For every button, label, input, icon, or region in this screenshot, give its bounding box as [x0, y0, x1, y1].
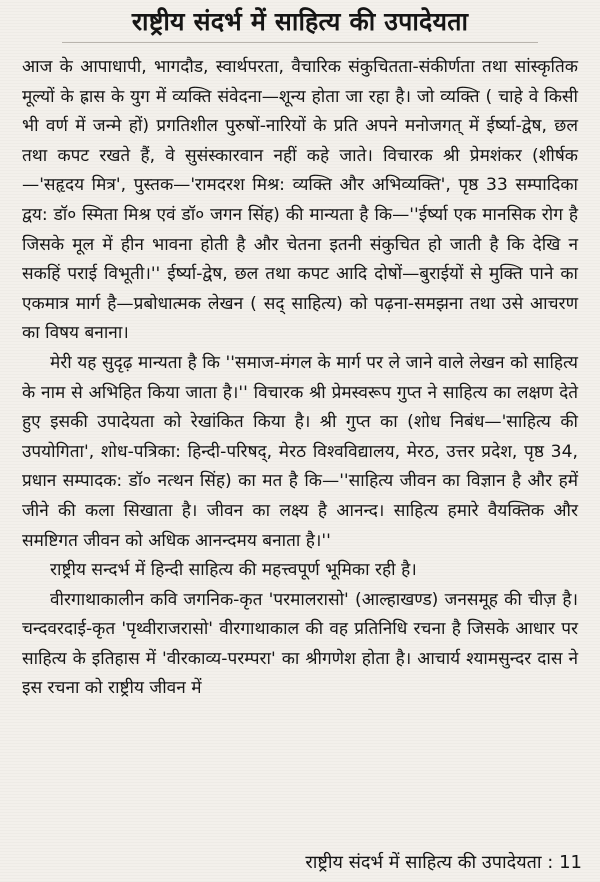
paragraph-1: आज के आपाधापी, भागदौड, स्वार्थपरता, वैचारिक संकुचितता-संकीर्णता तथा सांस्कृतिक मूल्यों के ह्रास के युग में व्यक्ति संवेदना—शून्य होता जा रहा है। जो व्यक्ति ( चाहे वे किसी भी वर्ण में जन्मे हों) प्रगतिशील पुरुषों-नारियों के प्रति अपने मनोजगत् में ईर्ष्या-द्वेष, छल तथा कपट रखते हैं, वे सुसंस्कारवान नहीं कहे जाते। विचारक श्री प्रेमशंकर (शीर्षक—'सहृदय मित्र', पुस्तक—'रामदरश मिश्र: व्यक्ति और अभिव्यक्ति', पृष्ठ 33 सम्पादिका द्वय: डॉ० स्मिता मिश्र एवं डॉ० जगन सिंह) की मान्यता है कि—''ईर्ष्या एक मानसिक रोग है जिसके मूल में हीन भावना होती है और चेतना इतनी संकुचित हो जाती है कि देखि न सकहिं पराई विभूती।'' ईर्ष्या-द्वेष, छल तथा कपट आदि दोषों—बुराईयों से मुक्ति पाने का एकमात्र मार्ग है—प्रबोधात्मक लेखन ( सद् साहित्य) को पढ़ना-समझना तथा उसे आचरण का विषय बनाना।: [22, 57, 578, 344]
paragraph-2: मेरी यह सुदृढ़ मान्यता है कि ''समाज-मंगल के मार्ग पर ले जाने वाले लेखन को साहित्य के नाम से अभिहित किया जाता है।'' विचारक श्री प्रेमस्वरूप गुप्त ने साहित्य का लक्षण देते हुए इसकी उपादेयता को रेखांकित किया है। श्री गुप्त का (शोध निबंध—'साहित्य की उपयोगिता', शोध-पत्रिका: हिन्दी-परिषद्, मेरठ विश्वविद्यालय, मेरठ, उत्तर प्रदेश, पृष्ठ 34, प्रधान सम्पादक: डॉ० नत्थन सिंह) का मत है कि—''साहित्य जीवन का विज्ञान है और हमें जीने की कला सिखाता है। जीवन का लक्ष्य है आनन्द। साहित्य हमारे वैयक्तिक और समष्टिगत जीवन को अधिक आनन्दमय बनाता है।'': [22, 352, 578, 551]
paragraph-4: वीरगाथाकालीन कवि जगनिक-कृत 'परमालरासो' (आल्हाखण्ड) जनसमूह की चीज़ है। चन्दवरदाई-कृत 'पृथ्वीराजरासो' वीरगाथाकाल की वह प्रतिनिधि रचना है जिसके आधार पर साहित्य के इतिहास में 'वीरकाव्य-परम्परा' का श्रीगणेश होता है। आचार्य श्यामसुन्दर दास ने इस रचना को राष्ट्रीय जीवन में: [22, 589, 578, 699]
paragraph-3: राष्ट्रीय सन्दर्भ में हिन्दी साहित्य की महत्त्वपूर्ण भूमिका रही है।: [50, 560, 417, 581]
page-footer: राष्ट्रीय संदर्भ में साहित्य की उपादेयता : 11: [305, 852, 582, 873]
title-divider: [62, 42, 538, 43]
page-title: राष्ट्रीय संदर्भ में साहित्य की उपादेयता: [131, 7, 469, 36]
page-body: [22, 53, 578, 704]
